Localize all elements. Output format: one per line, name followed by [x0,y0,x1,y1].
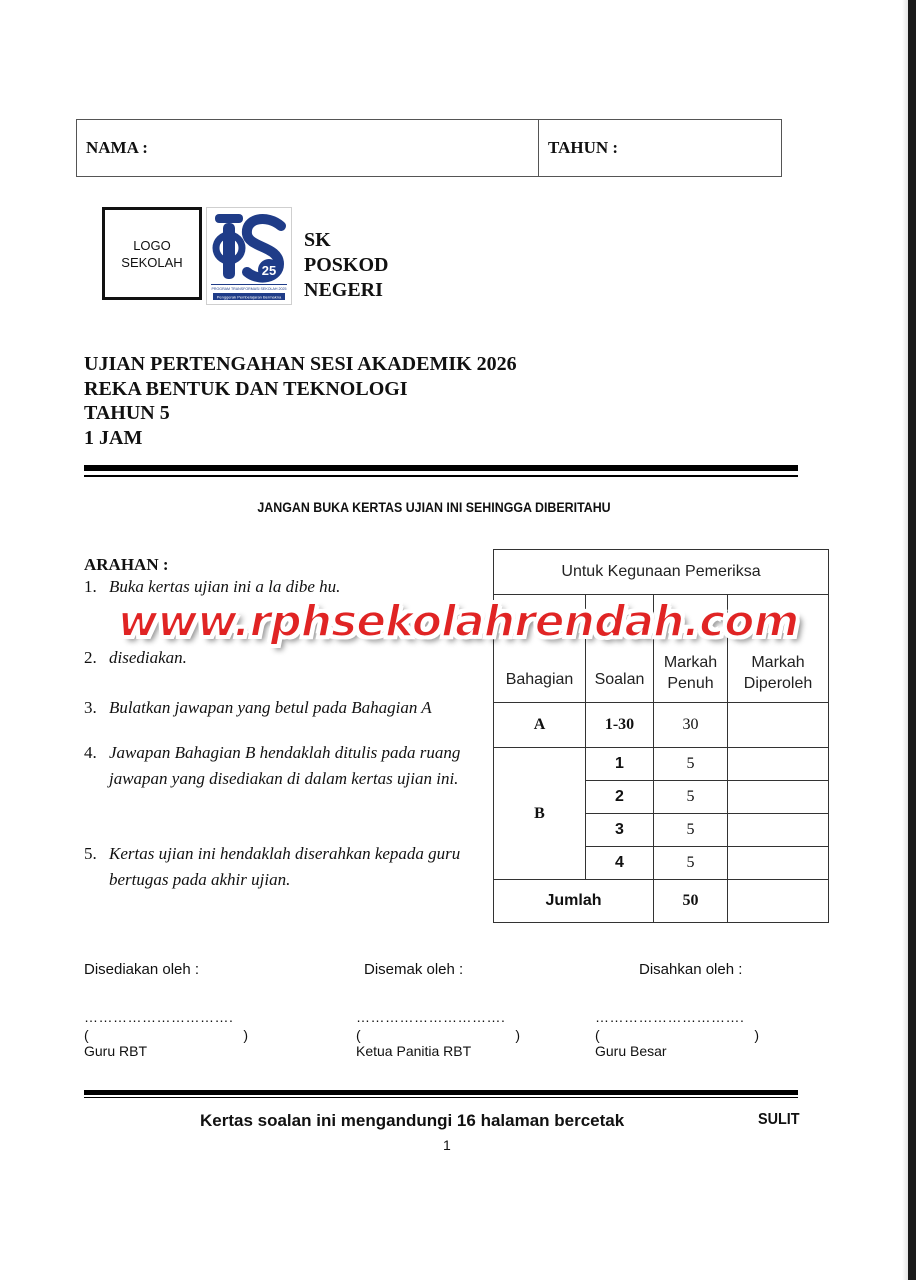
name-field[interactable] [77,120,539,176]
section-a-soalan: 1-30 [586,703,654,748]
footer-divider-thin [84,1097,798,1098]
student-info-box [76,119,782,177]
exam-title-line3: TAHUN 5 [84,402,170,424]
divider-thick [84,465,798,471]
exam-title-line1: UJIAN PERTENGAHAN SESI AKADEMIK 2026 [84,353,517,375]
signature-line: …………………………. [84,1009,234,1025]
year-field[interactable] [539,120,781,176]
section-a-diperoleh[interactable] [728,703,829,748]
col-soalan: Soalan [586,595,654,703]
section-b-diperoleh[interactable] [728,814,829,847]
instruction-number: 4. [84,743,97,762]
signature-line: …………………………. [595,1009,745,1025]
page-number: 1 [443,1137,451,1153]
signature-role: Guru RBT [84,1043,148,1059]
divider-thin [84,475,798,477]
instruction-text: Buka kertas ujian ini a la dibe hu. [109,577,341,596]
svg-text:25: 25 [261,263,277,278]
instructions-title: ARAHAN : [84,555,169,574]
signature-name-bracket [595,1027,759,1043]
instruction-number: 1. [84,577,97,596]
instruction-item-3 [84,695,484,721]
exam-title [84,352,517,450]
instruction-text: disediakan. [109,648,187,667]
section-b-diperoleh[interactable] [728,781,829,814]
signature-name-bracket [356,1027,520,1043]
page-edge [908,0,916,1280]
section-b-diperoleh[interactable] [728,748,829,781]
school-logo-placeholder [102,207,202,300]
total-diperoleh[interactable] [728,880,829,923]
signature-label: Disediakan oleh : [84,961,200,978]
instruction-text: Bulatkan jawapan yang betul pada Bahagian A [109,698,432,717]
signature-label: Disemak oleh : [364,961,464,978]
section-b-soalan: 4 [586,847,654,880]
section-b-soalan: 1 [586,748,654,781]
section-b-label: B [494,748,586,880]
total-label: Jumlah [494,880,654,923]
col-bahagian: Bahagian [494,595,586,703]
instruction-number: 3. [84,698,97,717]
total-value: 50 [654,880,728,923]
bracket-open: ( [84,1027,89,1043]
instruction-item-4 [84,740,479,792]
signature-role: Guru Besar [595,1043,667,1059]
section-b-markah: 5 [654,781,728,814]
school-name [304,228,388,303]
col-markah-diperoleh: Markah Diperoleh [728,595,829,703]
svg-text:PROGRAM TRANSFORMASI SEKOLAH 2: PROGRAM TRANSFORMASI SEKOLAH 2025 [211,287,287,291]
signature-name-bracket [84,1027,248,1043]
section-b-markah: 5 [654,847,728,880]
instruction-text: Kertas ujian ini hendaklah diserahkan kepada guru bertugas pada akhir ujian. [109,844,461,889]
col-markah-penuh: Markah Penuh [654,595,728,703]
logo-placeholder-line2: SEKOLAH [121,254,183,270]
school-name-line3: NEGERI [304,279,383,301]
section-a-label: A [494,703,586,748]
confidential-label: SULIT [758,1111,800,1128]
school-name-line1: SK [304,229,331,251]
logo-placeholder-line1: LOGO [133,237,171,253]
name-label: NAMA : [86,138,148,157]
section-a-markah: 30 [654,703,728,748]
ts25-emblem-icon [207,208,291,304]
instruction-text: Jawapan Bahagian B hendaklah ditulis pada ruang jawapan yang disediakan di dalam kertas ujian ini. [109,743,461,788]
signature-line: …………………………. [356,1009,506,1025]
instruction-number: 5. [84,844,97,863]
warning-notice: JANGAN BUKA KERTAS UJIAN INI SEHINGGA DIBERITAHU [257,500,611,515]
bracket-close: ) [243,1027,248,1043]
section-b-markah: 5 [654,814,728,847]
ts25-logo [206,207,292,305]
section-b-soalan: 2 [586,781,654,814]
bracket-close: ) [515,1027,520,1043]
instruction-item-5 [84,841,489,893]
exam-title-line4: 1 JAM [84,426,143,449]
svg-text:Penggerak Pembelajaran Bermakn: Penggerak Pembelajaran Bermakna [216,294,282,300]
section-b-soalan: 3 [586,814,654,847]
bracket-open: ( [595,1027,600,1043]
signature-role: Ketua Panitia RBT [356,1043,472,1059]
bracket-open: ( [356,1027,361,1043]
watermark-banner: www.rphsekolahrendah.com [117,596,799,647]
instruction-number: 2. [84,648,97,667]
section-b-markah: 5 [654,748,728,781]
school-name-line2: POSKOD [304,254,389,276]
footer-divider-thick [84,1090,798,1095]
section-b-diperoleh[interactable] [728,847,829,880]
bracket-close: ) [754,1027,759,1043]
page-count-note: Kertas soalan ini mengandungi 16 halaman bercetak [200,1111,625,1130]
exam-title-line2: REKA BENTUK DAN TEKNOLOGI [84,377,408,400]
year-label: TAHUN : [548,138,619,157]
table-title: Untuk Kegunaan Pemeriksa [494,550,829,595]
signature-label: Disahkan oleh : [639,961,743,978]
